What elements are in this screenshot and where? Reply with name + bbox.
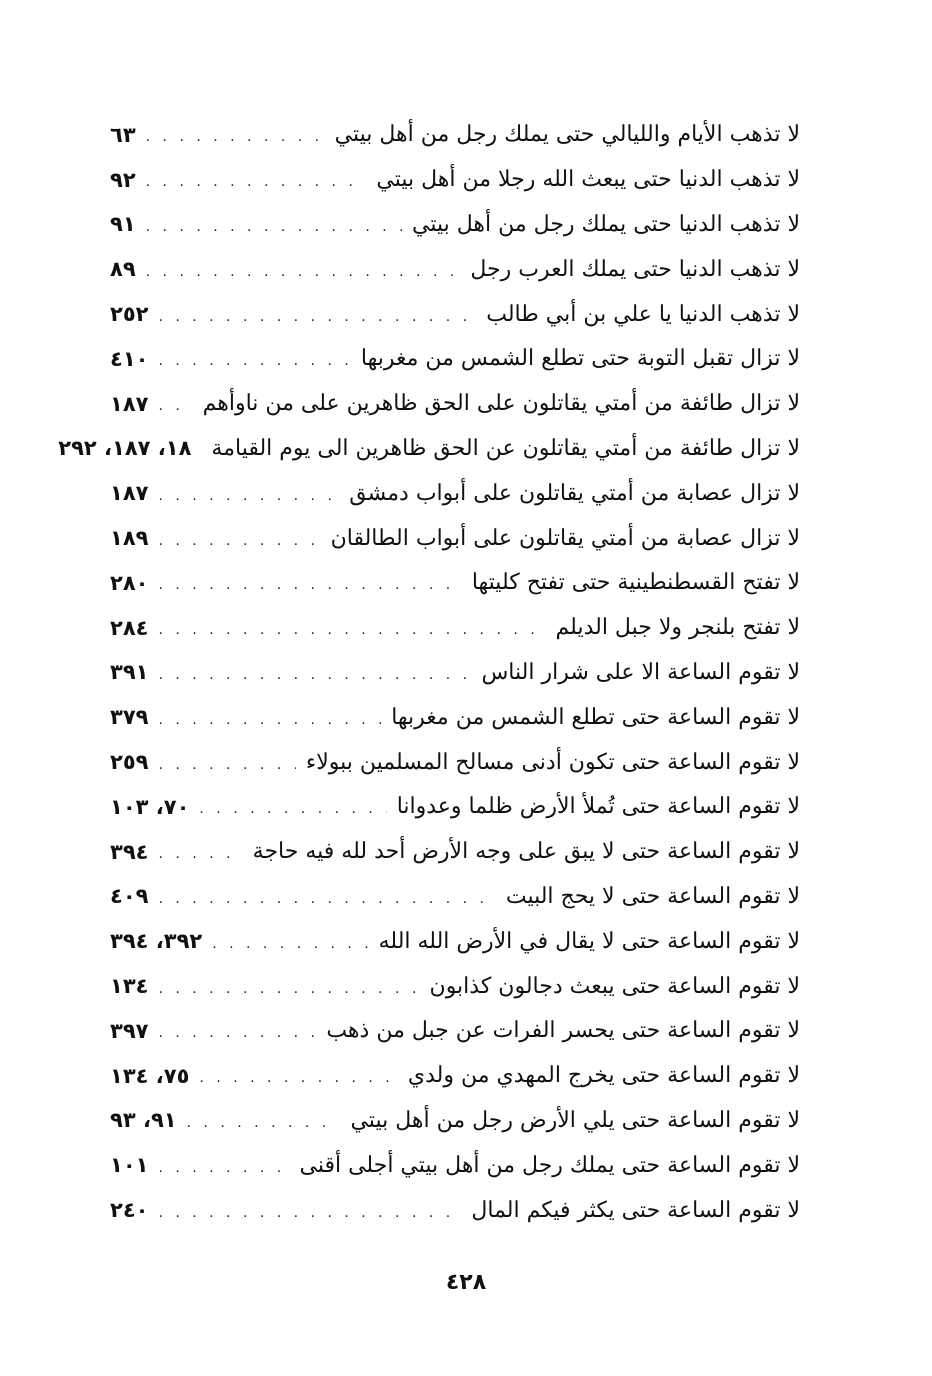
entry-pages: ٣٩٢، ٣٩٤ xyxy=(110,929,203,954)
entry-title: لا تذهب الأيام والليالي حتى يملك رجل من أهل بيتي xyxy=(334,122,800,148)
entry-title: لا تقوم الساعة حتى يخرج المهدي من ولدي xyxy=(407,1063,800,1089)
index-entry xyxy=(110,382,800,427)
index-entry xyxy=(110,964,800,1009)
entry-pages: ١٨٧ xyxy=(110,481,149,506)
index-entry xyxy=(110,1143,800,1188)
entry-pages: ٧٠، ١٠٣ xyxy=(110,794,190,819)
entry-pages: ٦٣ xyxy=(110,122,136,147)
entry-title: لا تزال تقبل التوبة حتى تطلع الشمس من مغربها xyxy=(360,346,800,372)
dot-leader xyxy=(212,937,368,951)
entry-title: لا تقوم الساعة الا على شرار الناس xyxy=(481,659,800,685)
entry-pages: ٤٠٩ xyxy=(110,884,149,909)
dot-leader xyxy=(146,130,325,144)
dot-leader xyxy=(158,892,495,906)
dot-leader xyxy=(158,1206,461,1220)
entry-title: لا تقوم الساعة حتى يكثر فيكم المال xyxy=(471,1197,800,1223)
index-entry xyxy=(110,247,800,292)
entry-pages: ٣٩٤ xyxy=(110,839,149,864)
index-entry xyxy=(110,740,800,785)
entry-title: لا تقوم الساعة حتى يلي الأرض رجل من أهل بيتي xyxy=(350,1107,800,1133)
entry-title: لا تزال طائفة من أمتي يقاتلون عن الحق ظاهرين الى يوم القيامة xyxy=(211,435,800,461)
entry-pages: ٢٤٠ xyxy=(110,1198,149,1223)
entry-pages: ٢٥٢ xyxy=(110,302,149,327)
entry-pages: ٨٩ xyxy=(110,257,136,282)
index-entry xyxy=(110,875,800,920)
index-entry xyxy=(110,830,800,875)
entry-pages: ٢٨٠ xyxy=(110,570,149,595)
entry-pages: ١٠١ xyxy=(110,1153,149,1178)
dot-leader xyxy=(158,623,545,637)
entry-title: لا تقوم الساعة حتى تُملأ الأرض ظلما وعدوانا xyxy=(396,794,800,820)
entry-title: لا تذهب الدنيا حتى يملك العرب رجل xyxy=(470,256,800,282)
entry-title: لا تزال طائفة من أمتي يقاتلون على الحق ظاهرين على من ناوأهم xyxy=(202,391,800,417)
entry-pages: ٢٥٩ xyxy=(110,750,149,775)
dot-leader xyxy=(158,310,476,324)
dot-leader xyxy=(146,220,402,234)
dot-leader xyxy=(158,1026,316,1040)
entry-pages: ١٣٤ xyxy=(110,974,149,999)
index-entry xyxy=(110,203,800,248)
entry-title: لا تزال عصابة من أمتي يقاتلون على أبواب دمشق xyxy=(349,480,800,506)
dot-leader xyxy=(187,1116,341,1130)
dot-leader xyxy=(158,489,339,503)
entry-pages: ٩١، ٩٣ xyxy=(110,1108,177,1133)
index-entry xyxy=(58,427,800,472)
dot-leader xyxy=(158,578,461,592)
dot-leader xyxy=(146,175,367,189)
index-entry xyxy=(110,1054,800,1099)
dot-leader xyxy=(146,265,461,279)
entry-title: لا تفتح بلنجر ولا جبل الديلم xyxy=(555,615,800,641)
dot-leader xyxy=(158,758,295,772)
entry-title: لا تذهب الدنيا حتى يبعث الله رجلا من أهل بيتي xyxy=(376,167,800,193)
entry-title: لا تذهب الدنيا يا علي بن أبي طالب xyxy=(486,301,800,327)
page-number: ٤٢٨ xyxy=(445,1270,487,1295)
dot-leader xyxy=(158,354,350,368)
dot-leader xyxy=(158,1161,289,1175)
index-entry xyxy=(110,471,800,516)
index-entry xyxy=(110,113,800,158)
entry-pages: ٩١ xyxy=(110,212,136,237)
dot-leader xyxy=(158,713,381,727)
entry-pages: ٣٩١ xyxy=(110,660,149,685)
index-entry xyxy=(110,516,800,561)
dot-leader xyxy=(199,1071,397,1085)
hadith-index-list xyxy=(58,113,800,1233)
entry-title: لا تقوم الساعة حتى لا يقال في الأرض الله الله xyxy=(378,928,800,954)
entry-title: لا تقوم الساعة حتى لا يبق على وجه الأرض أحد لله فيه حاجة xyxy=(252,839,800,865)
entry-pages: ٩٢ xyxy=(110,167,136,192)
index-entry xyxy=(110,919,800,964)
index-entry xyxy=(110,337,800,382)
index-entry xyxy=(110,695,800,740)
dot-leader xyxy=(158,399,192,413)
dot-leader xyxy=(158,534,320,548)
entry-pages: ٧٥، ١٣٤ xyxy=(110,1063,190,1088)
entry-title: لا تقوم الساعة حتى تطلع الشمس من مغربها xyxy=(391,704,800,730)
entry-title: لا تقوم الساعة حتى يحسر الفرات عن جبل من ذهب xyxy=(326,1018,800,1044)
entry-pages: ٣٧٩ xyxy=(110,705,149,730)
index-entry xyxy=(110,158,800,203)
entry-title: لا تقوم الساعة حتى لا يحج البيت xyxy=(505,883,800,909)
index-entry xyxy=(110,561,800,606)
entry-pages: ١٨، ١٨٧، ٢٩٢ xyxy=(58,436,192,461)
index-entry xyxy=(110,651,800,696)
entry-title: لا تقوم الساعة حتى تكون أدنى مسالح المسلمين ببولاء xyxy=(305,749,800,775)
entry-pages: ٤١٠ xyxy=(110,346,149,371)
entry-pages: ١٨٧ xyxy=(110,391,149,416)
index-entry xyxy=(110,1099,800,1144)
entry-pages: ٢٨٤ xyxy=(110,615,149,640)
index-entry xyxy=(110,785,800,830)
index-entry xyxy=(110,1188,800,1233)
entry-pages: ٣٩٧ xyxy=(110,1018,149,1043)
dot-leader xyxy=(158,847,242,861)
entry-title: لا تقوم الساعة حتى يملك رجل من أهل بيتي أجلى أقنى xyxy=(299,1152,800,1178)
dot-leader xyxy=(158,668,471,682)
entry-title: لا تذهب الدنيا حتى يملك رجل من أهل بيتي xyxy=(412,211,800,237)
index-entry xyxy=(110,606,800,651)
entry-title: لا تزال عصابة من أمتي يقاتلون على أبواب الطالقان xyxy=(330,525,800,551)
entry-title: لا تقوم الساعة حتى يبعث دجالون كذابون xyxy=(429,973,800,999)
index-entry xyxy=(110,1009,800,1054)
entry-title: لا تفتح القسطنطينية حتى تفتح كليتها xyxy=(471,570,800,596)
entry-pages: ١٨٩ xyxy=(110,526,149,551)
dot-leader xyxy=(158,982,419,996)
index-entry xyxy=(110,292,800,337)
dot-leader xyxy=(199,802,386,816)
